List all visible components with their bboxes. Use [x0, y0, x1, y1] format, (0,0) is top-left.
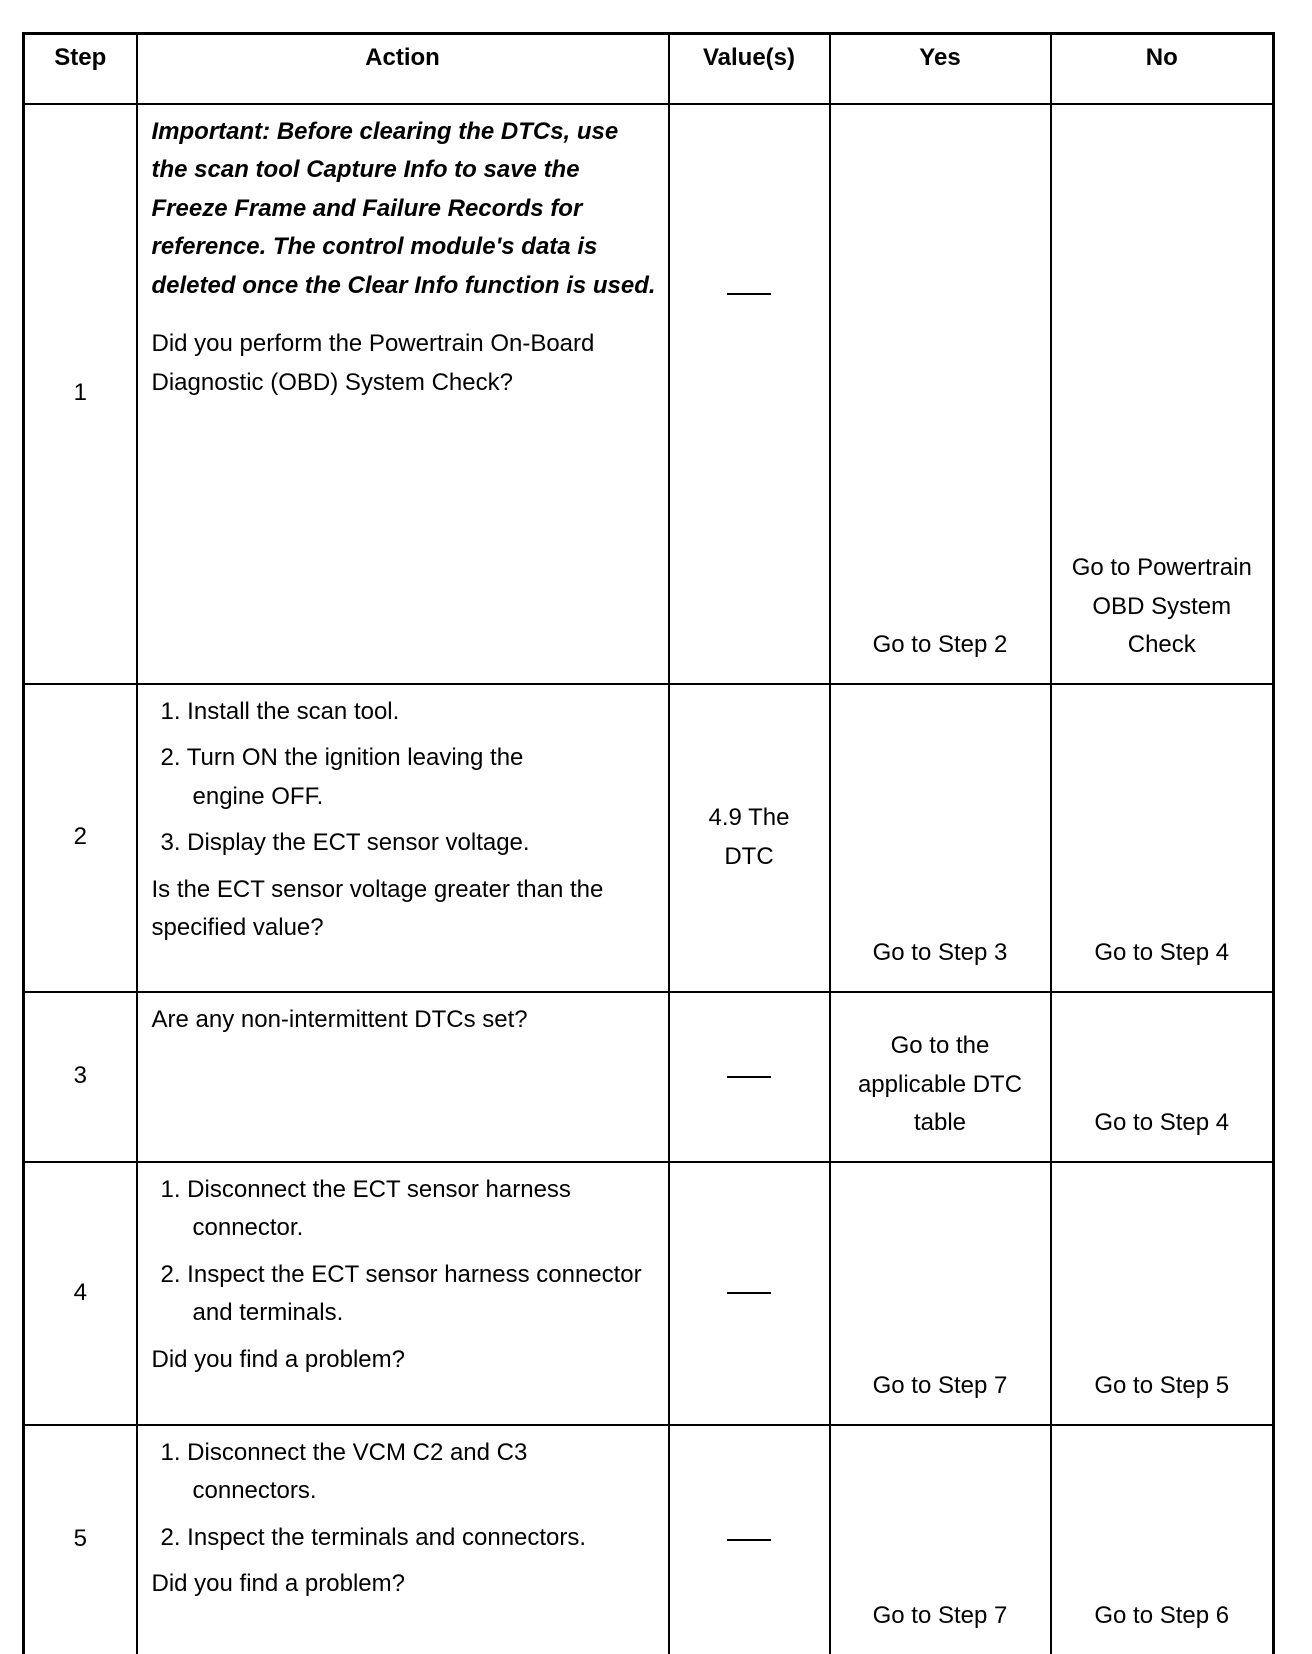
value-cell: [669, 104, 830, 684]
step-number: 1: [24, 104, 137, 684]
table-row: [24, 1425, 1274, 1654]
no-result: [1051, 104, 1274, 684]
action-item: 2. Turn ON the ignition leaving the engine OFF.: [160, 744, 524, 810]
action-item: 1. Disconnect the VCM C2 and C3 connectors.: [160, 1438, 528, 1504]
header-step: Step: [24, 34, 137, 104]
step-number: 4: [24, 1162, 137, 1425]
value-cell: [669, 1162, 830, 1425]
action-question: Are any non-intermittent DTCs set?: [151, 1005, 528, 1033]
no-result: Go to Step 6: [1051, 1425, 1274, 1654]
step-number: 3: [24, 992, 137, 1162]
value-cell: [669, 1425, 830, 1654]
value-text: 4.9 The DTC: [708, 804, 790, 870]
action-cell: [137, 1162, 669, 1425]
action-cell: [137, 684, 669, 992]
value-cell: [669, 684, 830, 992]
step-number: 2: [24, 684, 137, 992]
value-dash: [727, 1076, 771, 1078]
table-row: [24, 104, 1274, 684]
table-row: [24, 992, 1274, 1162]
diagnostic-table: [22, 32, 1275, 1654]
header-values: Value(s): [669, 34, 830, 104]
yes-result: [830, 992, 1051, 1162]
yes-result-text: Go to the applicable DTC table: [857, 1032, 1023, 1136]
yes-result: Go to Step 7: [830, 1425, 1051, 1654]
action-item: 1. Install the scan tool.: [160, 697, 400, 725]
header-yes: Yes: [830, 34, 1051, 104]
action-item: 2. Inspect the ECT sensor harness connector and terminals.: [160, 1260, 642, 1326]
yes-result: Go to Step 7: [830, 1162, 1051, 1425]
action-item: 1. Disconnect the ECT sensor harness connector.: [160, 1175, 571, 1241]
yes-result: Go to Step 3: [830, 684, 1051, 992]
action-cell: [137, 104, 669, 684]
action-question: Did you find a problem?: [151, 1345, 405, 1373]
header-action: Action: [137, 34, 669, 104]
action-item: 2. Inspect the terminals and connectors.: [160, 1523, 587, 1551]
header-no: No: [1051, 34, 1274, 104]
action-question: Did you perform the Powertrain On-Board Diagnostic (OBD) System Check?: [151, 330, 595, 396]
table-row: [24, 684, 1274, 992]
action-cell: [137, 1425, 669, 1654]
value-dash: [727, 293, 771, 295]
action-question: Did you find a problem?: [151, 1570, 405, 1597]
no-result-text: Go to Powertrain OBD System Check: [1071, 554, 1252, 658]
value-dash: [727, 1539, 771, 1541]
table-row: [24, 1162, 1274, 1425]
action-item: 3. Display the ECT sensor voltage.: [160, 829, 530, 856]
value-dash: [727, 1292, 771, 1294]
no-result: Go to Step 4: [1051, 684, 1274, 992]
no-result: Go to Step 4: [1051, 992, 1274, 1162]
yes-result: Go to Step 2: [830, 104, 1051, 684]
important-note: Important: Before clearing the DTCs, use the scan tool Capture Info to save the Freeze Frame and Failure Records for reference. The control module's data is deleted once the Clear Info function is used.: [151, 117, 656, 299]
no-result: Go to Step 5: [1051, 1162, 1274, 1425]
header-row: [24, 34, 1274, 104]
value-cell: [669, 992, 830, 1162]
step-number: 5: [24, 1425, 137, 1654]
action-cell: [137, 992, 669, 1162]
action-question: Is the ECT sensor voltage greater than the specified value?: [151, 875, 604, 941]
